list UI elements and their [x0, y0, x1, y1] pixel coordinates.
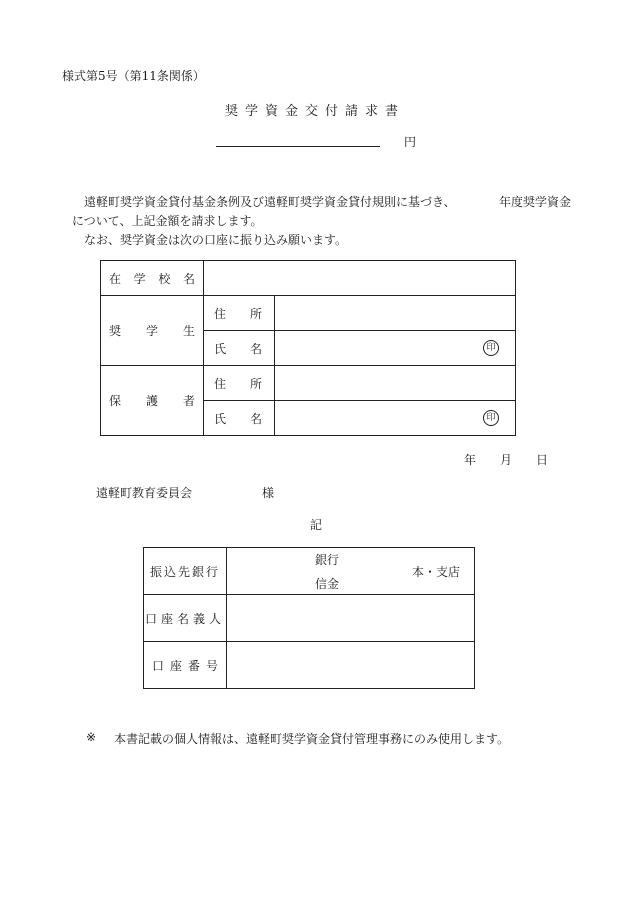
holder-value-cell[interactable]	[227, 595, 475, 642]
date-year: 年	[464, 453, 477, 467]
applicant-table	[100, 260, 516, 436]
guardian-name-label: 氏 名	[204, 401, 275, 436]
amount-field[interactable]	[216, 146, 380, 147]
branch-label: 本・支店	[412, 565, 461, 579]
student-name-label: 氏 名	[204, 331, 275, 366]
bank-type-shinkin[interactable]: 信金	[315, 577, 340, 591]
addressee-name: 遠軽町教育委員会	[96, 486, 193, 500]
holder-label-cell: 口座名義人	[144, 595, 227, 642]
guardian-label-cell: 保 護 者	[101, 366, 204, 436]
seal-mark: 印	[483, 410, 499, 426]
bank-type-bank[interactable]: 銀行	[315, 553, 340, 567]
body-line-2: について、上記金額を請求します。	[72, 214, 263, 228]
amount-unit: 円	[404, 135, 417, 149]
footnote-text: 本書記載の個人情報は、遠軽町奨学資金貸付管理事務にのみ使用します。	[114, 732, 510, 746]
date-month: 月	[500, 453, 513, 467]
record-heading: 記	[310, 518, 323, 532]
guardian-address-cell[interactable]	[275, 366, 516, 401]
number-label-cell: 口 座 番 号	[144, 642, 227, 689]
student-address-label: 住 所	[204, 296, 275, 331]
bank-table	[143, 547, 475, 689]
addressee-honorific: 様	[262, 486, 275, 500]
form-number: 様式第5号（第11条関係）	[62, 69, 205, 83]
body-line-3: なお、奨学資金は次の口座に振り込み願います。	[84, 233, 348, 247]
footnote-mark: ※	[86, 730, 97, 744]
student-label-cell: 奨 学 生	[101, 296, 204, 366]
student-name-cell[interactable]	[275, 331, 516, 366]
body-line-1b: 年度奨学資金	[499, 195, 572, 209]
student-address-cell[interactable]	[275, 296, 516, 331]
body-line-1a: 遠軽町奨学資金貸付基金条例及び遠軽町奨学資金貸付規則に基づき、	[84, 195, 456, 209]
bank-value-cell[interactable]	[227, 548, 475, 595]
number-value-cell[interactable]	[227, 642, 475, 689]
document-title: 奨学資金交付請求書	[224, 104, 405, 119]
school-label-cell: 在 学 校 名	[101, 261, 204, 296]
guardian-address-label: 住 所	[204, 366, 275, 401]
date-day: 日	[536, 453, 549, 467]
bank-label-cell: 振込先銀行	[144, 548, 227, 595]
guardian-name-cell[interactable]	[275, 401, 516, 436]
school-value-cell[interactable]	[204, 261, 516, 296]
seal-mark: 印	[483, 340, 499, 356]
